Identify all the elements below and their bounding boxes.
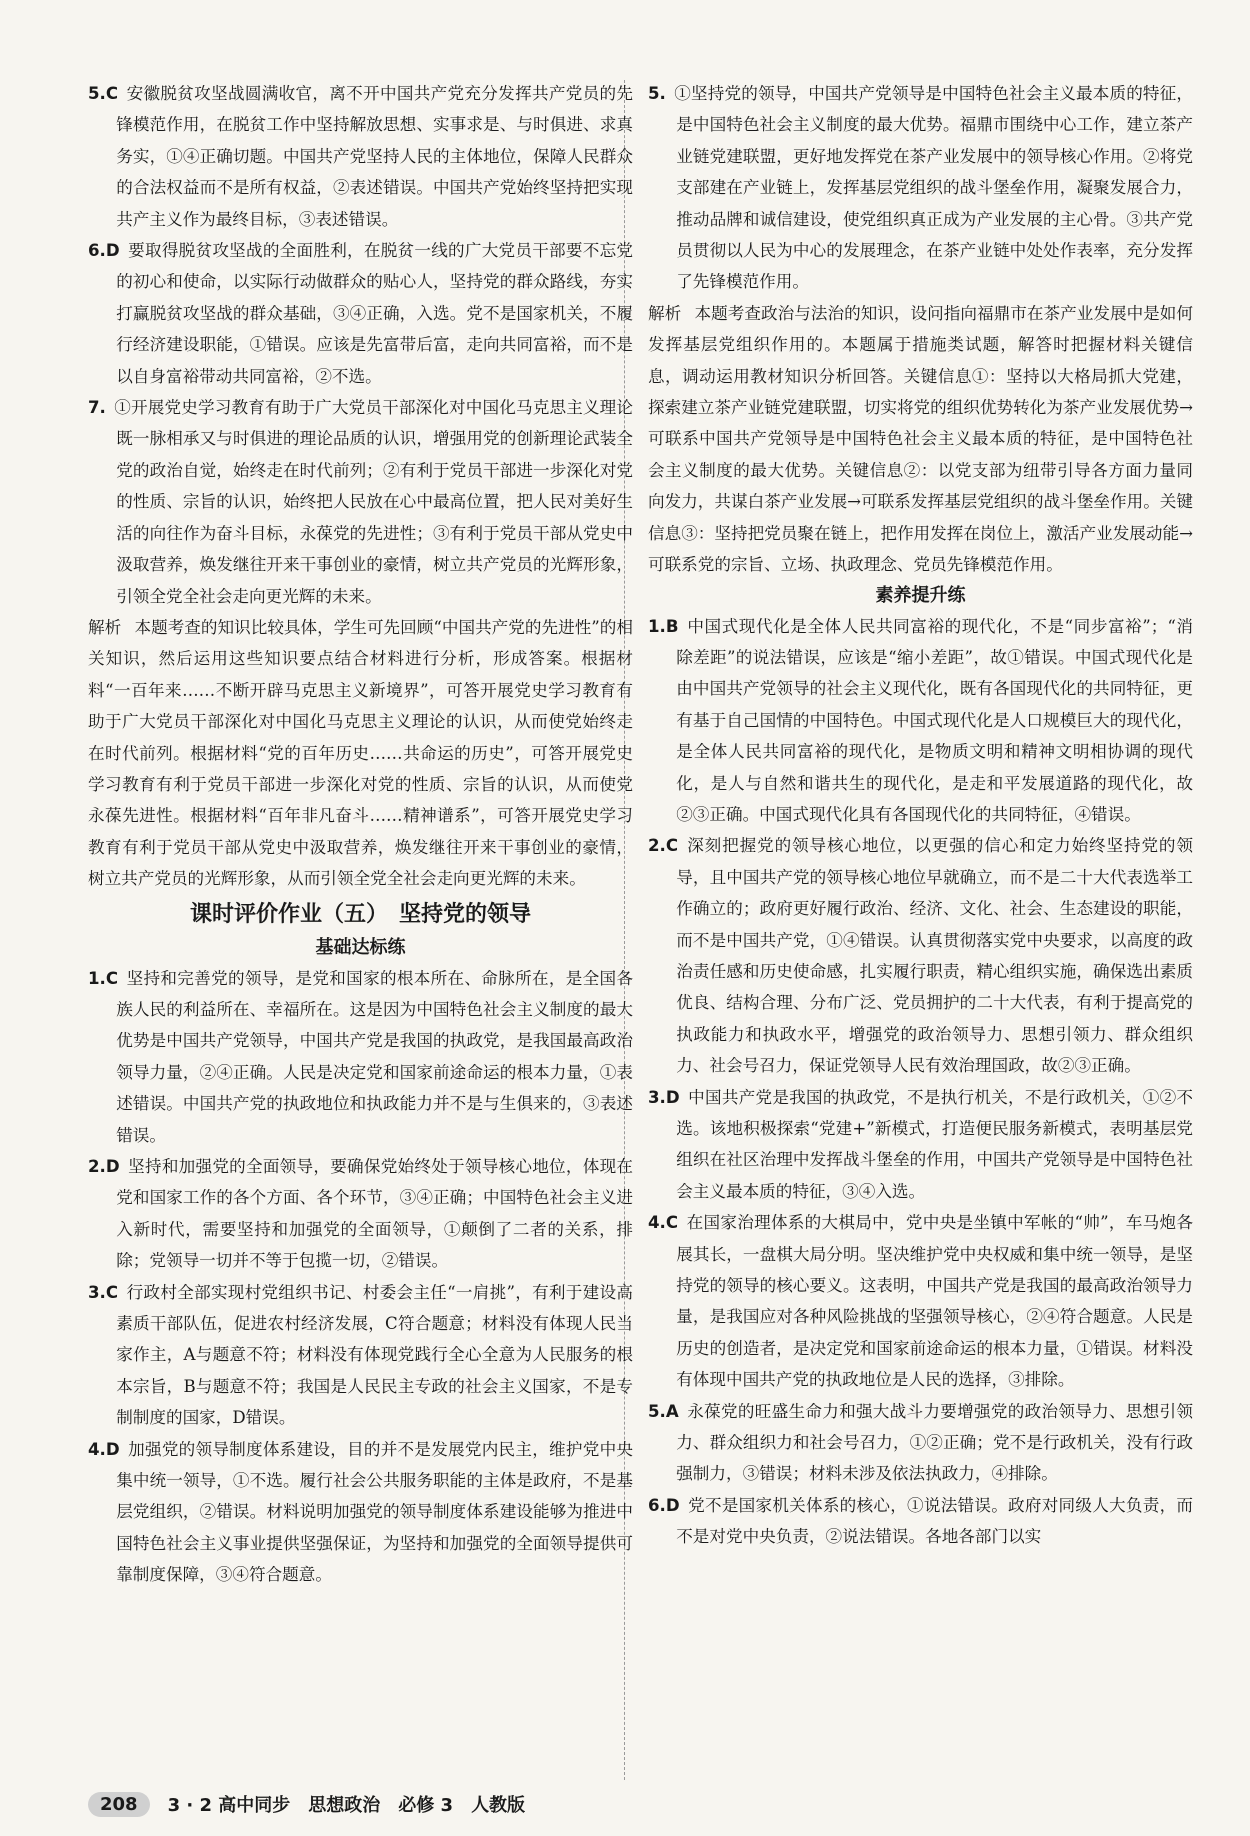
analysis-paragraph: [88, 612, 633, 895]
subsection-title-advanced: 素养提升练: [875, 584, 966, 606]
answer-number: 5.A: [648, 1401, 679, 1421]
answer-text: 坚持和加强党的全面领导，要确保党始终处于领导核心地位，体现在党和国家工作的各个方面、各个环节，③④正确；中国特色社会主义进入新时代，需要坚持和加强党的全面领导，①颠倒了二者的关系，排除；党领导一切并不等于包揽一切，②错误。: [116, 1157, 633, 1271]
answer-number: 7.: [88, 398, 106, 418]
answer-text: 深刻把握党的领导核心地位，以更强的信心和定力始终坚持党的领导，且中国共产党的领导核心地位早就确立，而不是二十大代表选举工作确立的；政府更好履行政治、经济、文化、社会、生态建设的职能，而不是中国共产党，①④错误。认真贯彻落实党中央要求，以高度的政治责任感和历史使命感，扎实履行职责，精心组织实施，确保选出素质优良、结构合理、分布广泛、党员拥护的二十大代表，有利于提高党的执政能力和执政水平，增强党的政治领导力、思想引领力、群众组织力、社会号召力，保证党领导人民有效治理国政，故②③正确。: [676, 836, 1193, 1076]
analysis-paragraph: [648, 298, 1193, 581]
answer-text: ①坚持党的领导，中国共产党领导是中国特色社会主义最本质的特征，是中国特色社会主义制度的最大优势。福鼎市围绕中心工作，建立茶产业链党建联盟，更好地发挥党在茶产业发展中的领导核心作用。②将党支部建在产业链上，发挥基层党组织的战斗堡垒作用，凝聚发展合力，推动品牌和诚信建设，使党组织真正成为产业发展的主心骨。③共产党员贯彻以人民为中心的发展理念，在茶产业链中处处作表率，充分发挥了先锋模范作用。: [674, 84, 1193, 292]
answer-item: [88, 235, 633, 392]
answer-text: 安徽脱贫攻坚战圆满收官，离不开中国共产党充分发挥共产党员的先锋模范作用，在脱贫工作中坚持解放思想、实事求是、与时俱进、求真务实，①④正确切题。中国共产党坚持人民的主体地位，保障人民群众的合法权益而不是所有权益，②表述错误。中国共产党始终坚持把实现共产主义作为最终目标，③表述错误。: [116, 84, 633, 229]
page-footer: [88, 1788, 525, 1820]
answer-text: 要取得脱贫攻坚战的全面胜利，在脱贫一线的广大党员干部要不忘党的初心和使命，以实际行动做群众的贴心人，坚持党的群众路线，夯实打赢脱贫攻坚战的群众基础，③④正确，入选。党不是国家机关，不履行经济建设职能，①错误。应该是先富带后富，走向共同富裕，而不是以自身富裕带动共同富裕，②不选。: [116, 241, 633, 386]
answer-number: 3.D: [648, 1087, 680, 1107]
answer-item: [88, 392, 633, 612]
answer-item: [88, 963, 633, 1151]
answer-item: [648, 1490, 1193, 1553]
answer-text: 中国式现代化是全体人民共同富裕的现代化，不是“同步富裕”；“消除差距”的说法错误，应该是“缩小差距”，故①错误。中国式现代化是由中国共产党领导的社会主义现代化，既有各国现代化的共同特征，更有基于自己国情的中国特色。中国式现代化是人口规模巨大的现代化，是全体人民共同富裕的现代化，是物质文明和精神文明相协调的现代化，是人与自然和谐共生的现代化，是走和平发展道路的现代化，故②③正确。中国式现代化具有各国现代化的共同特征，④错误。: [676, 616, 1193, 824]
answer-item: [88, 1434, 633, 1591]
answer-number: 5.C: [88, 84, 119, 103]
answer-item: [648, 1207, 1193, 1395]
answer-number: 4.D: [88, 1439, 120, 1459]
answer-number: 5.: [648, 84, 666, 103]
subject-name: 思想政治: [308, 1795, 381, 1816]
answer-text: 党不是国家机关体系的核心，①说法错误。政府对同级人大负责，而不是对党中央负责，②说法错误。各地各部门以实: [676, 1495, 1193, 1547]
analysis-label: 解析: [648, 303, 682, 323]
answer-number: 3.C: [88, 1282, 119, 1302]
answer-item: [648, 611, 1193, 831]
answer-number: 6.D: [88, 241, 120, 261]
answer-item: [648, 78, 1193, 298]
answer-text: 行政村全部实现村党组织书记、村委会主任“一肩挑”，有利于建设高素质干部队伍，促进农村经济发展，C符合题意；材料没有体现人民当家作主，A与题意不符；材料没有体现党践行全心全意为人民服务的根本宗旨，B与题意不符；我国是人民民主专政的社会主义国家，不是专制制度的国家，D错误。: [116, 1282, 633, 1428]
edition-name: 人教版: [471, 1795, 526, 1816]
answer-item: [88, 1151, 633, 1277]
subsection-title-basic: 基础达标练: [315, 936, 406, 958]
answer-number: 6.D: [648, 1495, 680, 1515]
answer-number: 2.C: [648, 836, 679, 856]
answer-number: 4.C: [648, 1213, 679, 1233]
answer-text: 加强党的领导制度体系建设，目的并不是发展党内民主，维护党中央集中统一领导，①不选。履行社会公共服务职能的主体是政府，不是基层党组织，②错误。材料说明加强党的领导制度体系建设能够为推进中国特色社会主义事业提供坚强保证，为坚持和加强党的全面领导提供可靠制度保障，③④符合题意。: [116, 1439, 633, 1585]
analysis-text: 本题考查政治与法治的知识，设问指向福鼎市在茶产业发展中是如何发挥基层党组织作用的。本题属于措施类试题，解答时把握材料关键信息，调动运用教材知识分析回答。关键信息①：坚持以大格局抓大党建，探索建立茶产业链党建联盟，切实将党的组织优势转化为茶产业发展优势→可联系中国共产党领导是中国特色社会主义最本质的特征，是中国特色社会主义制度的最大优势。关键信息②：以党支部为纽带引导各方面力量同向发力，共谋白茶产业发展→可联系发挥基层党组织的战斗堡垒作用。关键信息③：坚持把党员聚在链上，把作用发挥在岗位上，激活产业发展动能→可联系党的宗旨、立场、执政理念、党员先锋模范作用。: [648, 303, 1194, 575]
right-column: [648, 78, 1193, 1553]
answer-text: 永葆党的旺盛生命力和强大战斗力要增强党的政治领导力、思想引领力、群众组织力和社会号召力，①②正确；党不是行政机关，没有行政强制力，③错误；材料未涉及依法执政力，④排除。: [676, 1401, 1193, 1484]
answer-text: ①开展党史学习教育有助于广大党员干部深化对中国化马克思主义理论既一脉相承又与时俱进的理论品质的认识，增强用党的创新理论武装全党的政治自觉，始终走在时代前列；②有利于党员干部进一步深化对党的性质、宗旨的认识，始终把人民放在心中最高位置，把人民对美好生活的向往作为奋斗目标，永葆党的先进性；③有利于党员干部从党史中汲取营养，焕发继往开来干事创业的豪情，树立共产党员的光辉形象，引领全党全社会走向更光辉的未来。: [114, 398, 633, 606]
answer-item: [648, 830, 1193, 1081]
answer-item: [88, 1277, 633, 1434]
answer-text: 中国共产党是我国的执政党，不是执行机关，不是行政机关，①②不选。该地积极探索“党建+”新模式，打造便民服务新模式，表明基层党组织在社区治理中发挥战斗堡垒的作用，中国共产党领导是中国特色社会主义最本质的特征，③④入选。: [676, 1087, 1193, 1201]
left-column: [88, 78, 633, 1591]
answer-item: [648, 1396, 1193, 1490]
analysis-text: 本题考查的知识比较具体，学生可先回顾“中国共产党的先进性”的相关知识，然后运用这些知识要点结合材料进行分析，形成答案。根据材料“一百年来……不断开辟马克思主义新境界”，可答开展党史学习教育有助于广大党员干部深化对中国化马克思主义理论的认识，从而使党始终走在时代前列。根据材料“党的百年历史……共命运的历史”，可答开展党史学习教育有利于党员干部进一步深化对党的性质、宗旨的认识，从而使党永葆先进性。根据材料“百年非凡奋斗……精神谱系”，可答开展党史学习教育有利于党员干部从党史中汲取营养，焕发继往开来干事创业的豪情，树立共产党员的光辉形象，从而引领全党全社会走向更光辉的未来。: [88, 617, 634, 889]
series-name: 3 · 2 高中同步: [167, 1795, 291, 1816]
section-title: 课时评价作业（五） 坚持党的领导: [189, 901, 531, 927]
answer-text: 在国家治理体系的大棋局中，党中央是坐镇中军帐的“帅”，车马炮各展其长，一盘棋大局分明。坚决维护党中央权威和集中统一领导，是坚持党的领导的核心要义。这表明，中国共产党是我国的最高政治领导力量，是我国应对各种风险挑战的坚强领导核心，②④符合题意。人民是历史的创造者，是决定党和国家前途命运的根本力量，①错误。材料没有体现中国共产党的执政地位是人民的选择，③排除。: [676, 1213, 1193, 1390]
answer-number: 1.C: [88, 968, 119, 988]
answer-text: 坚持和完善党的领导，是党和国家的根本所在、命脉所在，是全国各族人民的利益所在、幸福所在。这是因为中国特色社会主义制度的最大优势是中国共产党领导，中国共产党是我国的执政党，是我国最高政治领导力量，②④正确。人民是决定党和国家前途命运的根本力量，①表述错误。中国共产党的执政地位和执政能力并不是与生俱来的，③表述错误。: [116, 968, 633, 1145]
answer-number: 2.D: [88, 1157, 120, 1176]
answer-number: 1.B: [648, 616, 679, 636]
volume-name: 必修 3: [398, 1795, 454, 1816]
answer-item: [648, 1082, 1193, 1208]
analysis-label: 解析: [88, 617, 122, 637]
page-number: 208: [88, 1792, 150, 1817]
answer-item: [88, 78, 633, 235]
